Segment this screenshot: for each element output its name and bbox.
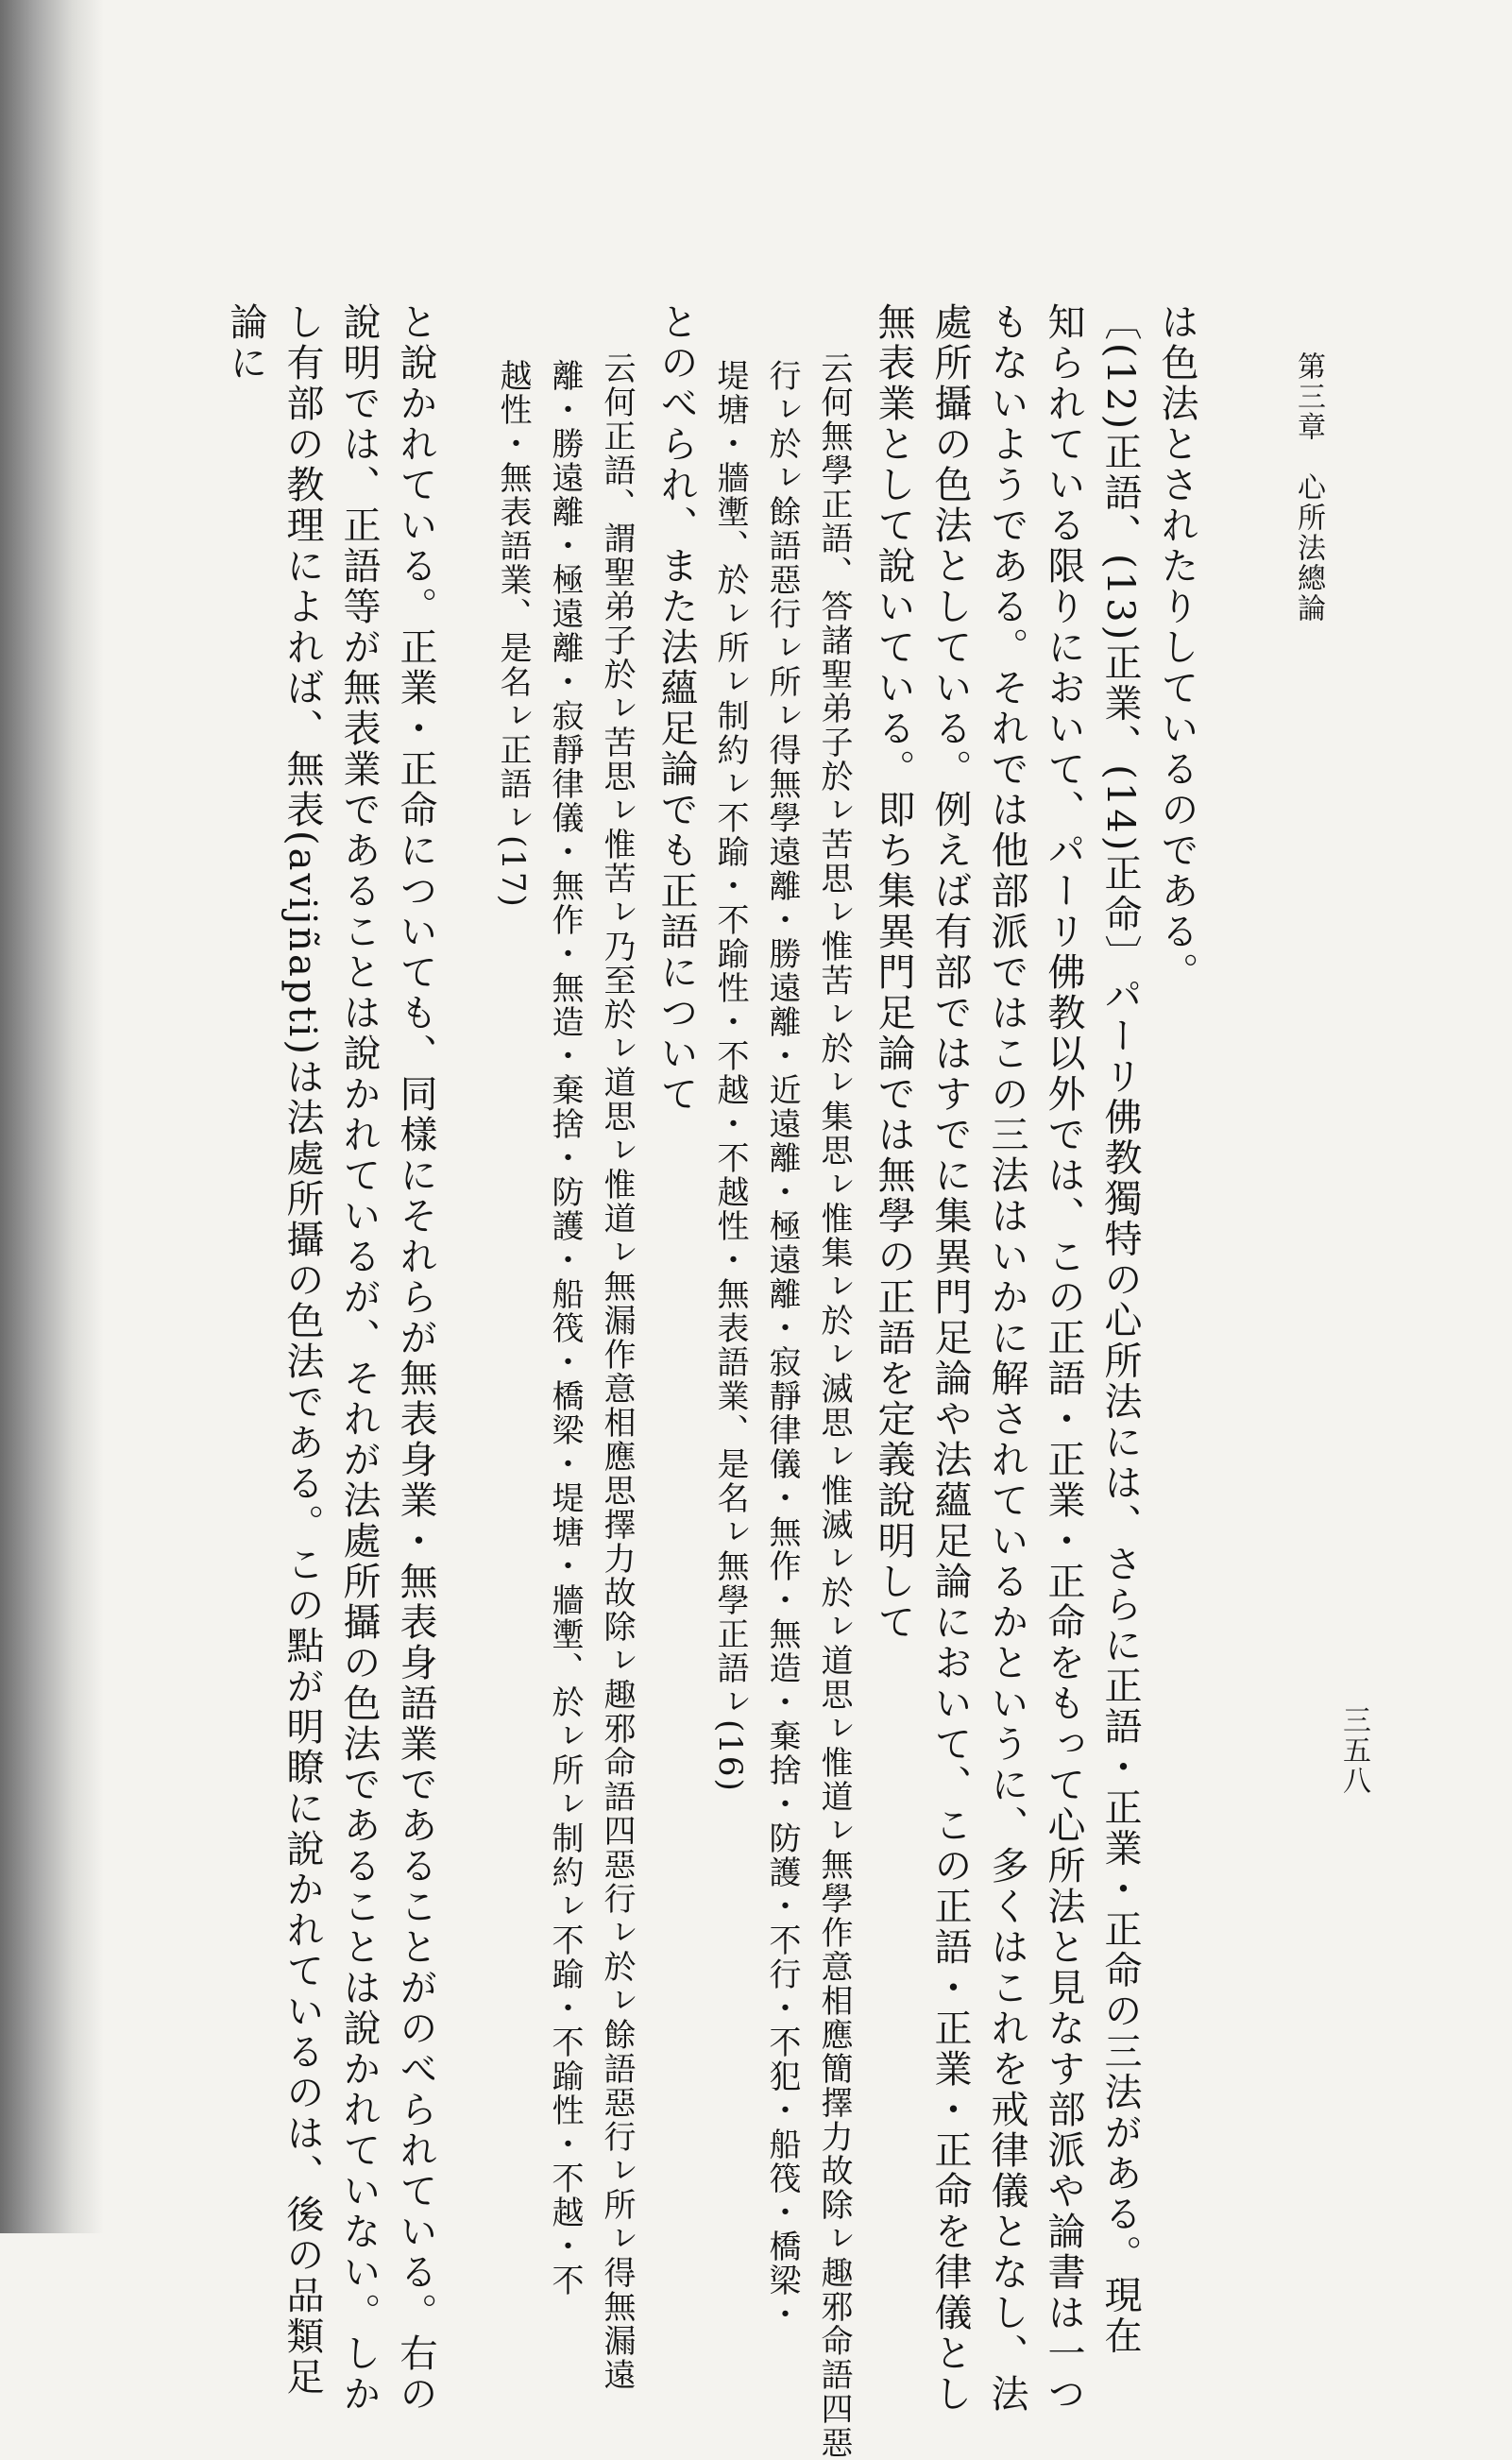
running-title: 第三章 心所法總論 bbox=[1292, 351, 1325, 624]
text-column: し有部の教理によれば、無表(avijñapti)は法處所攝の色法である。この點が明瞭に說かれているのは、後の品類足 bbox=[280, 302, 324, 2398]
text-column: 〔(12)正語、(13)正業、(14)正命〕パーリ佛教獨特の心所法には、さらに正語・正業・正命の三法がある。現在 bbox=[1098, 302, 1142, 2357]
quote-column: 堤塘・牆壍、於ㇾ所ㇾ制約ㇾ不踰・不踰性・不越・不越性・無表語業、是名ㇾ無學正語ㇾ(16) bbox=[711, 359, 749, 1793]
text-column: と說かれている。正業・正命についても、同樣にそれらが無表身業・無表身語業であることがのべられている。右の bbox=[394, 302, 437, 2415]
quote-column: 越性・無表語業、是名ㇾ正語ㇾ(17) bbox=[494, 359, 532, 909]
text-column: 說明では、正語等が無表業であることは說かれているが、それが法處所攝の色法であることは說かれていない。しか bbox=[337, 302, 381, 2415]
quote-column: 云何正語、謂聖弟子於ㇾ苦思ㇾ惟苦ㇾ乃至於ㇾ道思ㇾ惟道ㇾ無漏作意相應思擇力故除ㇾ趣邪命語四惡行ㇾ於ㇾ餘語惡行ㇾ所ㇾ得無漏遠 bbox=[598, 351, 636, 2392]
text-column: もないようである。それでは他部派ではこの三法はいかに解されているかというに、多くはこれを戒律儀となし、法 bbox=[985, 302, 1028, 2415]
text-column: は色法とされたりしているのである。 bbox=[1155, 302, 1198, 993]
text-column: 論に bbox=[224, 302, 267, 384]
page-number: 三五八 bbox=[1337, 1705, 1370, 1796]
quote-column: 云何無學正語、答諸聖弟子於ㇾ苦思ㇾ惟苦ㇾ於ㇾ集思ㇾ惟集ㇾ於ㇾ滅思ㇾ惟滅ㇾ於ㇾ道思ㇾ惟道ㇾ無學作意相應簡擇力故除ㇾ趣邪命語四惡 bbox=[815, 351, 853, 2460]
text-column: 知られている限りにおいて、パーリ佛教以外では、この正語・正業・正命をもって心所法と見なす部派や論書は一つ bbox=[1042, 302, 1085, 2415]
text-column: とのべられ、また法蘊足論でも正語について bbox=[654, 302, 698, 1115]
quote-column: 行ㇾ於ㇾ餘語惡行ㇾ所ㇾ得無學遠離・勝遠離・近遠離・極遠離・寂靜律儀・無作・無造・棄捨・防護・不行・不犯・船筏・橋梁・ bbox=[763, 359, 801, 2332]
text-column: 無表業として說いている。即ち集異門足論では無學の正語を定義說明して bbox=[872, 302, 915, 1643]
scan-shadow-edge bbox=[0, 0, 104, 2233]
quote-column: 離・勝遠離・極遠離・寂靜律儀・無作・無造・棄捨・防護・船筏・橋梁・堤塘・牆壍、於ㇾ所ㇾ制約ㇾ不踰・不踰性・不越・不 bbox=[546, 359, 584, 2298]
text-column: 處所攝の色法としている。例えば有部ではすでに集異門足論や法蘊足論において、この正語・正業・正命を律儀とし bbox=[928, 302, 972, 2415]
